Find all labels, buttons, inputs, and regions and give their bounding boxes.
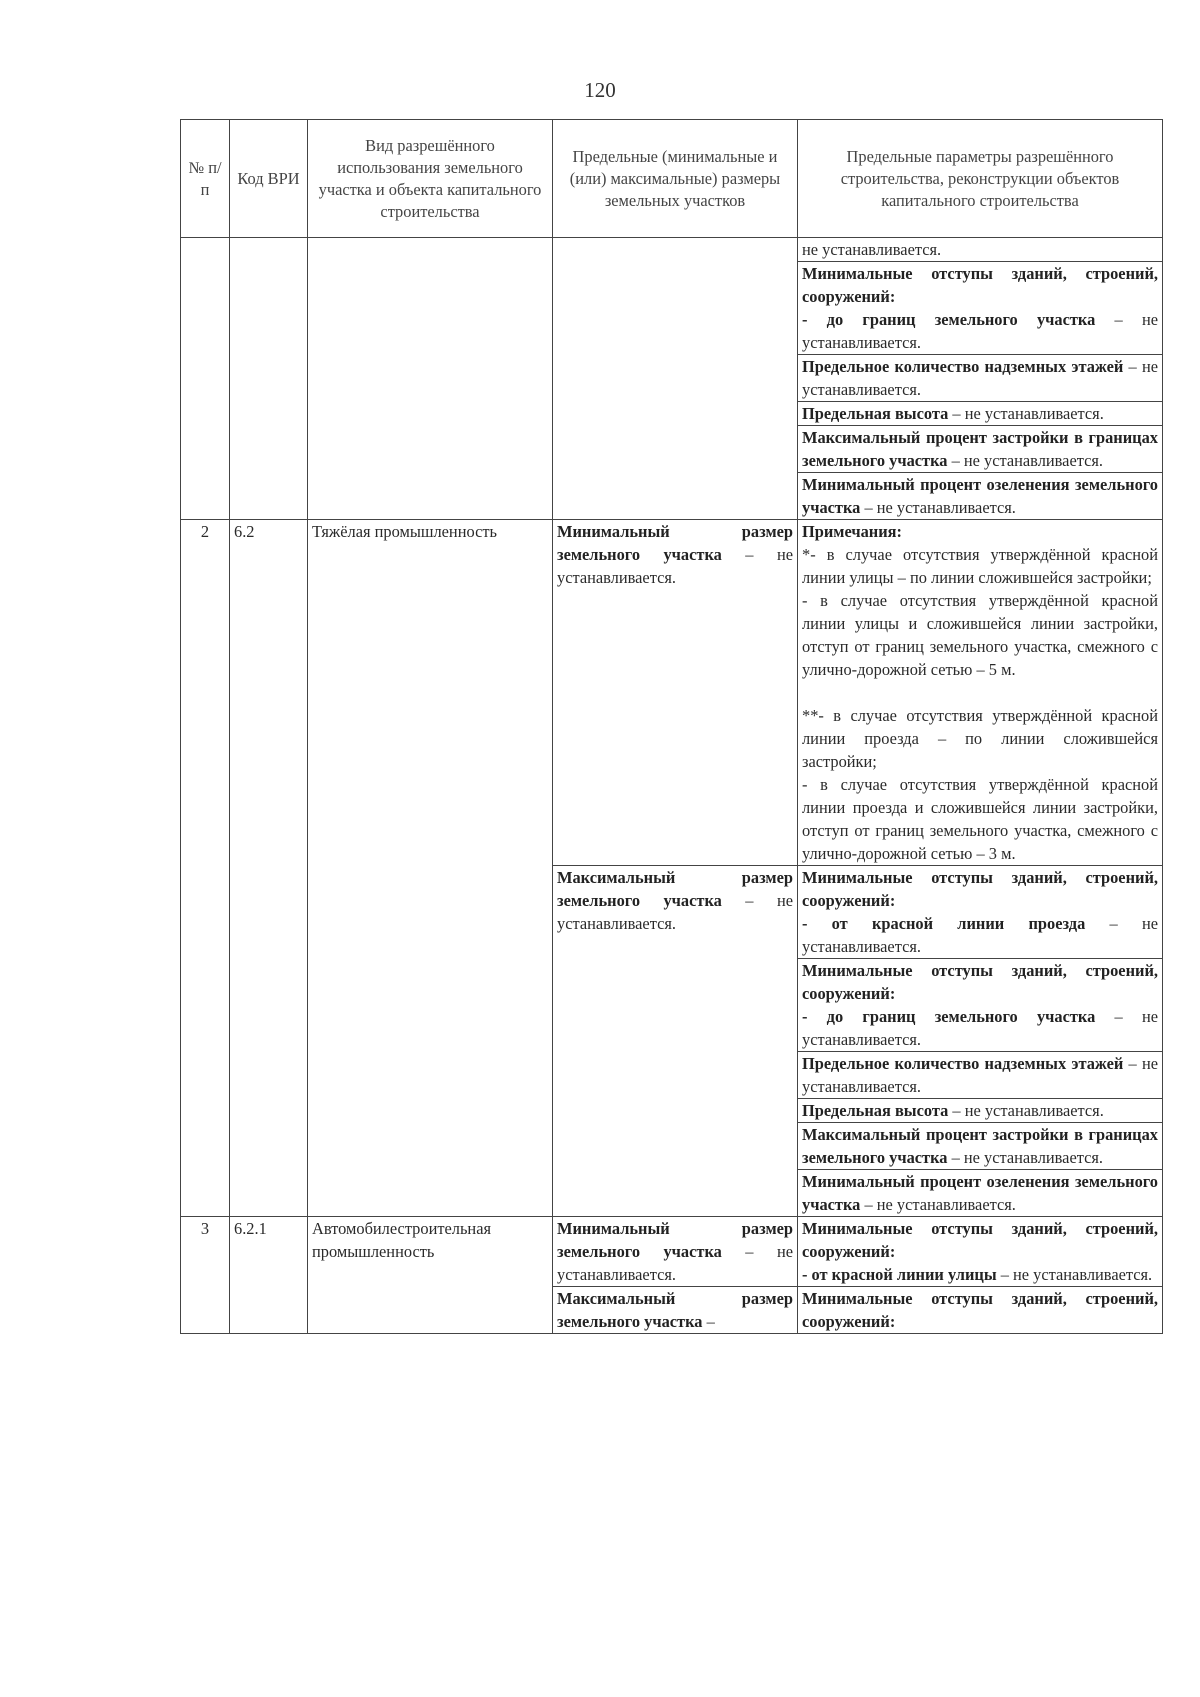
param-title: Предельная высота — [802, 1101, 949, 1120]
param-text: – не устанавливается. — [802, 310, 1158, 352]
note-text: - в случае отсутствия утверждённой красной линии улицы и сложившейся линии застройки, отступ от границ земельного участка, смежного с улично-дорожной сетью – 5 м. — [802, 591, 1158, 679]
param-title: Минимальные отступы зданий, строений, сооружений: — [802, 868, 1158, 910]
cell-sizes — [553, 238, 798, 520]
header-code: Код ВРИ — [230, 120, 308, 238]
param-title: Минимальный процент озеленения земельного участка — [802, 475, 1158, 517]
param-title: Минимальный размер земельного участка — [557, 1219, 793, 1261]
param-text: – не устанавливается. — [802, 1054, 1158, 1096]
param-cell — [798, 1217, 1163, 1287]
table-row — [181, 1217, 1163, 1287]
param-text: – не устанавливается. — [947, 451, 1103, 470]
page-number: 120 — [584, 78, 616, 102]
notes-title: Примечания: — [802, 522, 902, 541]
param-cell — [798, 959, 1163, 1052]
param-text: – не устанавливается. — [860, 498, 1016, 517]
param-title: Предельная высота — [802, 404, 949, 423]
cell-min-size — [553, 1217, 798, 1287]
notes-cell — [798, 520, 1163, 866]
cell-type: Тяжёлая промышленность — [308, 520, 553, 1217]
param-title: Предельное количество надземных этажей — [802, 1054, 1124, 1073]
note-text: **- в случае отсутствия утверждённой красной линии проезда – по линии сложившейся застройки; — [802, 706, 1158, 771]
param-title: Минимальный размер земельного участка — [557, 522, 793, 564]
param-cell — [798, 1170, 1163, 1217]
note-text: *- в случае отсутствия утверждённой красной линии улицы – по линии сложившейся застройки; — [802, 545, 1158, 587]
param-title: Максимальный размер земельного участка — [557, 868, 793, 910]
param-text: – не устанавливается. — [947, 1148, 1103, 1167]
table-row — [181, 520, 1163, 866]
param-title: Минимальные отступы зданий, строений, сооружений: — [802, 264, 1158, 306]
note-text: - в случае отсутствия утверждённой красной линии проезда и сложившейся линии застройки, отступ от границ земельного участка, смежного с улично-дорожной сетью – 3 м. — [802, 775, 1158, 863]
header-params: Предельные параметры разрешённого строительства, реконструкции объектов капитального строительства — [798, 120, 1163, 238]
header-type: Вид разрешённого использования земельного участка и объекта капитального строительства — [308, 120, 553, 238]
param-cell — [798, 238, 1163, 262]
param-cell — [798, 402, 1163, 426]
cell-num: 3 — [181, 1217, 230, 1334]
param-text: – не устанавливается. — [802, 914, 1158, 956]
cell-num: 2 — [181, 520, 230, 1217]
param-text: – не устанавливается. — [802, 1007, 1158, 1049]
param-text: – не устанавливается. — [996, 1265, 1153, 1284]
param-cell — [798, 866, 1163, 959]
table-row — [181, 238, 1163, 262]
param-subtitle: - до границ земельного участка — [802, 1007, 1096, 1026]
param-text: – не устанавливается. — [948, 1101, 1104, 1120]
param-cell — [798, 1099, 1163, 1123]
cell-code: 6.2.1 — [230, 1217, 308, 1334]
param-title: Минимальные отступы зданий, строений, сооружений: — [802, 1289, 1158, 1331]
param-title: Минимальный процент озеленения земельного участка — [802, 1172, 1158, 1214]
cell-type: Автомобилестроительная промышленность — [308, 1217, 553, 1334]
cell-min-size — [553, 520, 798, 866]
header-row — [181, 120, 1163, 238]
param-cell — [798, 1052, 1163, 1099]
cell-max-size — [553, 1287, 798, 1334]
param-text: – — [702, 1312, 715, 1331]
param-cell — [798, 262, 1163, 355]
cell-num — [181, 238, 230, 520]
param-text: – не устанавливается. — [860, 1195, 1016, 1214]
param-text: – не устанавливается. — [557, 1242, 793, 1284]
param-title: Минимальные отступы зданий, строений, сооружений: — [802, 1219, 1158, 1261]
param-title: Максимальный процент застройки в границах земельного участка — [802, 1125, 1158, 1167]
param-title: Максимальный процент застройки в границах земельного участка — [802, 428, 1158, 470]
header-num: № п/п — [181, 120, 230, 238]
param-cell — [798, 355, 1163, 402]
param-cell — [798, 1123, 1163, 1170]
param-text: не устанавливается. — [802, 240, 942, 259]
param-subtitle: - до границ земельного участка — [802, 310, 1096, 329]
param-subtitle: - от красной линии проезда — [802, 914, 1086, 933]
header-sizes: Предельные (минимальные и (или) максимальные) размеры земельных участков — [553, 120, 798, 238]
regulations-table — [180, 119, 1163, 1334]
param-text: – не устанавливается. — [557, 891, 793, 933]
param-cell — [798, 426, 1163, 473]
param-text: – не устанавливается. — [557, 545, 793, 587]
param-text: – не устанавливается. — [948, 404, 1104, 423]
param-text: – не устанавливается. — [802, 357, 1158, 399]
cell-type — [308, 238, 553, 520]
param-title: Предельное количество надземных этажей — [802, 357, 1124, 376]
cell-code: 6.2 — [230, 520, 308, 1217]
cell-max-size — [553, 866, 798, 1217]
param-subtitle: - от красной линии улицы — [802, 1265, 997, 1284]
cell-code — [230, 238, 308, 520]
param-title: Минимальные отступы зданий, строений, сооружений: — [802, 961, 1158, 1003]
param-cell — [798, 473, 1163, 520]
param-title: Максимальный размер земельного участка — [557, 1289, 793, 1331]
param-cell — [798, 1287, 1163, 1334]
